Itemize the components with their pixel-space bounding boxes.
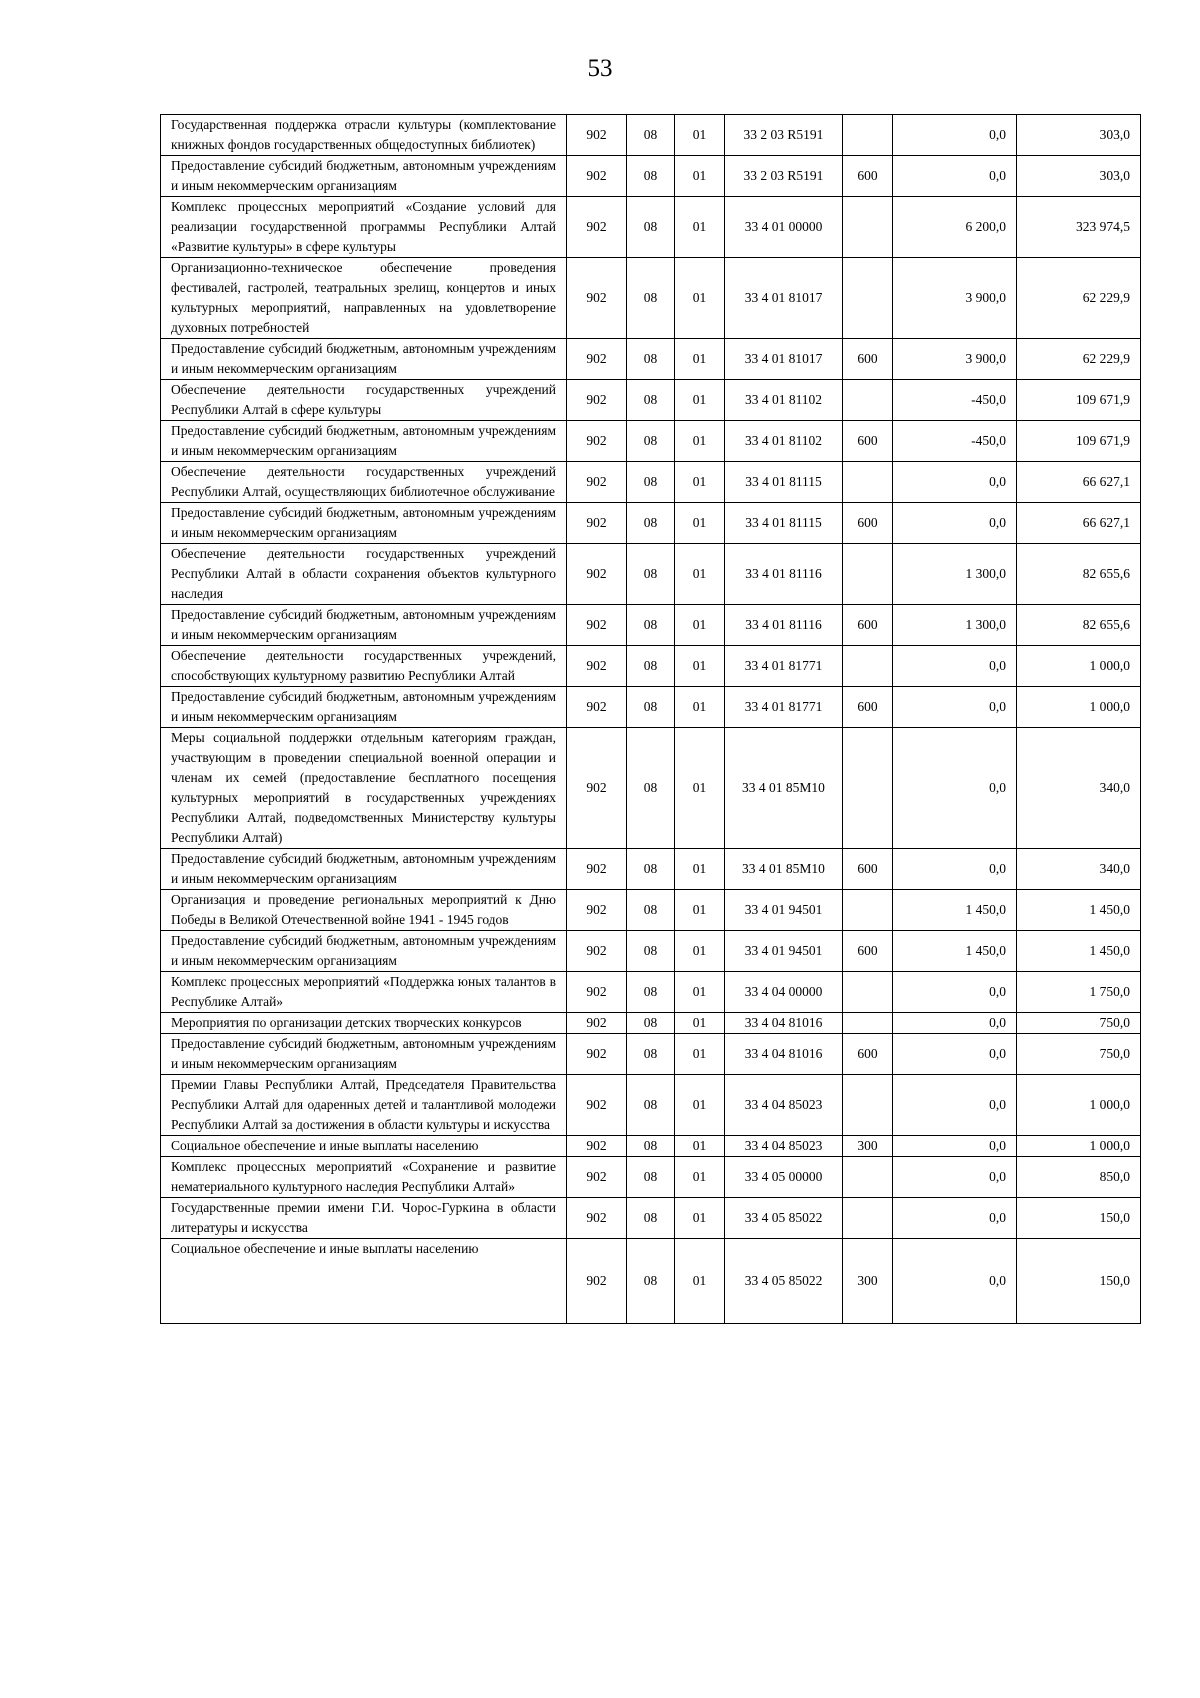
section-code: 08 bbox=[627, 1198, 675, 1239]
row-description: Предоставление субсидий бюджетным, автономным учреждениям и иным некоммерческим организациям bbox=[161, 421, 567, 462]
expense-type-code bbox=[843, 646, 893, 687]
subsection-code: 01 bbox=[675, 605, 725, 646]
row-description: Комплекс процессных мероприятий «Создание условий для реализации государственной программы Республики Алтай «Развитие культуры» в сфере культуры bbox=[161, 197, 567, 258]
ministry-code: 902 bbox=[567, 339, 627, 380]
section-code: 08 bbox=[627, 605, 675, 646]
total-amount: 82 655,6 bbox=[1017, 605, 1141, 646]
row-description: Организация и проведение региональных мероприятий к Дню Победы в Великой Отечественной войне 1941 - 1945 годов bbox=[161, 890, 567, 931]
target-article-code: 33 4 04 85023 bbox=[725, 1136, 843, 1157]
expense-type-code: 600 bbox=[843, 156, 893, 197]
ministry-code: 902 bbox=[567, 849, 627, 890]
expense-type-code bbox=[843, 462, 893, 503]
total-amount: 109 671,9 bbox=[1017, 421, 1141, 462]
row-description: Социальное обеспечение и иные выплаты населению bbox=[161, 1239, 567, 1324]
table-row bbox=[161, 1198, 1141, 1239]
change-amount: 3 900,0 bbox=[893, 339, 1017, 380]
target-article-code: 33 4 01 94501 bbox=[725, 890, 843, 931]
total-amount: 150,0 bbox=[1017, 1239, 1141, 1324]
change-amount: 0,0 bbox=[893, 156, 1017, 197]
target-article-code: 33 2 03 R5191 bbox=[725, 156, 843, 197]
change-amount: 0,0 bbox=[893, 728, 1017, 849]
table-row bbox=[161, 421, 1141, 462]
change-amount: 0,0 bbox=[893, 687, 1017, 728]
subsection-code: 01 bbox=[675, 972, 725, 1013]
section-code: 08 bbox=[627, 258, 675, 339]
total-amount: 303,0 bbox=[1017, 115, 1141, 156]
ministry-code: 902 bbox=[567, 258, 627, 339]
expense-type-code bbox=[843, 1075, 893, 1136]
table-row bbox=[161, 728, 1141, 849]
expense-type-code: 600 bbox=[843, 339, 893, 380]
row-description: Предоставление субсидий бюджетным, автономным учреждениям и иным некоммерческим организациям bbox=[161, 1034, 567, 1075]
ministry-code: 902 bbox=[567, 1075, 627, 1136]
change-amount: 0,0 bbox=[893, 503, 1017, 544]
ministry-code: 902 bbox=[567, 1198, 627, 1239]
target-article-code: 33 4 01 81102 bbox=[725, 380, 843, 421]
section-code: 08 bbox=[627, 339, 675, 380]
ministry-code: 902 bbox=[567, 728, 627, 849]
total-amount: 1 450,0 bbox=[1017, 890, 1141, 931]
expense-type-code: 600 bbox=[843, 931, 893, 972]
expense-type-code: 600 bbox=[843, 849, 893, 890]
change-amount: 0,0 bbox=[893, 1013, 1017, 1034]
total-amount: 340,0 bbox=[1017, 849, 1141, 890]
table-row bbox=[161, 380, 1141, 421]
row-description: Комплекс процессных мероприятий «Поддержка юных талантов в Республике Алтай» bbox=[161, 972, 567, 1013]
change-amount: 0,0 bbox=[893, 115, 1017, 156]
change-amount: -450,0 bbox=[893, 421, 1017, 462]
total-amount: 82 655,6 bbox=[1017, 544, 1141, 605]
expense-type-code bbox=[843, 380, 893, 421]
section-code: 08 bbox=[627, 890, 675, 931]
subsection-code: 01 bbox=[675, 503, 725, 544]
section-code: 08 bbox=[627, 1034, 675, 1075]
subsection-code: 01 bbox=[675, 1136, 725, 1157]
subsection-code: 01 bbox=[675, 462, 725, 503]
target-article-code: 33 4 04 00000 bbox=[725, 972, 843, 1013]
row-description: Обеспечение деятельности государственных учреждений, способствующих культурному развитию Республики Алтай bbox=[161, 646, 567, 687]
change-amount: 0,0 bbox=[893, 849, 1017, 890]
table-row bbox=[161, 462, 1141, 503]
target-article-code: 33 4 05 00000 bbox=[725, 1157, 843, 1198]
row-description: Обеспечение деятельности государственных учреждений Республики Алтай в сфере культуры bbox=[161, 380, 567, 421]
change-amount: 0,0 bbox=[893, 1198, 1017, 1239]
row-description: Премии Главы Республики Алтай, Председателя Правительства Республики Алтай для одаренных детей и талантливой молодежи Республики Алтай за достижения в области культуры и искусства bbox=[161, 1075, 567, 1136]
total-amount: 1 450,0 bbox=[1017, 931, 1141, 972]
expense-type-code: 600 bbox=[843, 1034, 893, 1075]
section-code: 08 bbox=[627, 646, 675, 687]
subsection-code: 01 bbox=[675, 156, 725, 197]
budget-table bbox=[160, 114, 1141, 1324]
row-description: Меры социальной поддержки отдельным категориям граждан, участвующим в проведении специальной военной операции и членам их семей (предоставление бесплатного посещения культурных мероприятий в государственных учреждениях Республики Алтай, подведомственных Министерству культуры Республики Алтай) bbox=[161, 728, 567, 849]
table-row bbox=[161, 687, 1141, 728]
subsection-code: 01 bbox=[675, 1198, 725, 1239]
table-row bbox=[161, 115, 1141, 156]
section-code: 08 bbox=[627, 462, 675, 503]
change-amount: 0,0 bbox=[893, 1075, 1017, 1136]
change-amount: 1 300,0 bbox=[893, 544, 1017, 605]
expense-type-code: 600 bbox=[843, 421, 893, 462]
subsection-code: 01 bbox=[675, 197, 725, 258]
subsection-code: 01 bbox=[675, 258, 725, 339]
change-amount: 1 300,0 bbox=[893, 605, 1017, 646]
row-description: Предоставление субсидий бюджетным, автономным учреждениям и иным некоммерческим организациям bbox=[161, 503, 567, 544]
change-amount: 0,0 bbox=[893, 1239, 1017, 1324]
row-description: Предоставление субсидий бюджетным, автономным учреждениям и иным некоммерческим организациям bbox=[161, 156, 567, 197]
target-article-code: 33 4 01 81771 bbox=[725, 646, 843, 687]
expense-type-code bbox=[843, 197, 893, 258]
ministry-code: 902 bbox=[567, 462, 627, 503]
target-article-code: 33 4 01 81017 bbox=[725, 258, 843, 339]
section-code: 08 bbox=[627, 1157, 675, 1198]
target-article-code: 33 4 01 81116 bbox=[725, 544, 843, 605]
expense-type-code bbox=[843, 1013, 893, 1034]
expense-type-code: 600 bbox=[843, 687, 893, 728]
subsection-code: 01 bbox=[675, 1034, 725, 1075]
section-code: 08 bbox=[627, 380, 675, 421]
ministry-code: 902 bbox=[567, 380, 627, 421]
section-code: 08 bbox=[627, 728, 675, 849]
section-code: 08 bbox=[627, 1239, 675, 1324]
target-article-code: 33 4 01 85М10 bbox=[725, 728, 843, 849]
subsection-code: 01 bbox=[675, 339, 725, 380]
section-code: 08 bbox=[627, 1136, 675, 1157]
row-description: Обеспечение деятельности государственных учреждений Республики Алтай, осуществляющих библиотечное обслуживание bbox=[161, 462, 567, 503]
expense-type-code bbox=[843, 115, 893, 156]
target-article-code: 33 4 01 81771 bbox=[725, 687, 843, 728]
table-row bbox=[161, 890, 1141, 931]
section-code: 08 bbox=[627, 1013, 675, 1034]
target-article-code: 33 4 04 81016 bbox=[725, 1013, 843, 1034]
total-amount: 66 627,1 bbox=[1017, 503, 1141, 544]
table-row bbox=[161, 1157, 1141, 1198]
page-number: 53 bbox=[587, 55, 613, 82]
change-amount: -450,0 bbox=[893, 380, 1017, 421]
change-amount: 0,0 bbox=[893, 1157, 1017, 1198]
row-description: Предоставление субсидий бюджетным, автономным учреждениям и иным некоммерческим организациям bbox=[161, 687, 567, 728]
expense-type-code: 600 bbox=[843, 503, 893, 544]
table-row bbox=[161, 156, 1141, 197]
row-description: Социальное обеспечение и иные выплаты населению bbox=[161, 1136, 567, 1157]
subsection-code: 01 bbox=[675, 1157, 725, 1198]
subsection-code: 01 bbox=[675, 931, 725, 972]
subsection-code: 01 bbox=[675, 890, 725, 931]
table-row bbox=[161, 1239, 1141, 1324]
table-row bbox=[161, 503, 1141, 544]
row-description: Предоставление субсидий бюджетным, автономным учреждениям и иным некоммерческим организациям bbox=[161, 849, 567, 890]
total-amount: 303,0 bbox=[1017, 156, 1141, 197]
subsection-code: 01 bbox=[675, 380, 725, 421]
ministry-code: 902 bbox=[567, 1136, 627, 1157]
subsection-code: 01 bbox=[675, 115, 725, 156]
change-amount: 0,0 bbox=[893, 646, 1017, 687]
ministry-code: 902 bbox=[567, 646, 627, 687]
row-description: Предоставление субсидий бюджетным, автономным учреждениям и иным некоммерческим организациям bbox=[161, 931, 567, 972]
total-amount: 1 000,0 bbox=[1017, 1136, 1141, 1157]
target-article-code: 33 4 04 81016 bbox=[725, 1034, 843, 1075]
change-amount: 0,0 bbox=[893, 972, 1017, 1013]
ministry-code: 902 bbox=[567, 197, 627, 258]
total-amount: 340,0 bbox=[1017, 728, 1141, 849]
table-row bbox=[161, 931, 1141, 972]
table-row bbox=[161, 1013, 1141, 1034]
section-code: 08 bbox=[627, 687, 675, 728]
total-amount: 62 229,9 bbox=[1017, 339, 1141, 380]
target-article-code: 33 4 05 85022 bbox=[725, 1198, 843, 1239]
section-code: 08 bbox=[627, 197, 675, 258]
table-row bbox=[161, 339, 1141, 380]
table-row bbox=[161, 544, 1141, 605]
ministry-code: 902 bbox=[567, 115, 627, 156]
target-article-code: 33 2 03 R5191 bbox=[725, 115, 843, 156]
target-article-code: 33 4 05 85022 bbox=[725, 1239, 843, 1324]
subsection-code: 01 bbox=[675, 421, 725, 462]
section-code: 08 bbox=[627, 115, 675, 156]
total-amount: 1 750,0 bbox=[1017, 972, 1141, 1013]
change-amount: 0,0 bbox=[893, 1034, 1017, 1075]
section-code: 08 bbox=[627, 1075, 675, 1136]
expense-type-code bbox=[843, 972, 893, 1013]
section-code: 08 bbox=[627, 503, 675, 544]
table-row bbox=[161, 1136, 1141, 1157]
expense-type-code bbox=[843, 728, 893, 849]
target-article-code: 33 4 04 85023 bbox=[725, 1075, 843, 1136]
section-code: 08 bbox=[627, 544, 675, 605]
section-code: 08 bbox=[627, 931, 675, 972]
table-row bbox=[161, 258, 1141, 339]
subsection-code: 01 bbox=[675, 646, 725, 687]
total-amount: 109 671,9 bbox=[1017, 380, 1141, 421]
section-code: 08 bbox=[627, 849, 675, 890]
table-row bbox=[161, 1075, 1141, 1136]
ministry-code: 902 bbox=[567, 421, 627, 462]
ministry-code: 902 bbox=[567, 156, 627, 197]
ministry-code: 902 bbox=[567, 1034, 627, 1075]
expense-type-code bbox=[843, 890, 893, 931]
row-description: Комплекс процессных мероприятий «Сохранение и развитие нематериального культурного наследия Республики Алтай» bbox=[161, 1157, 567, 1198]
total-amount: 1 000,0 bbox=[1017, 646, 1141, 687]
total-amount: 750,0 bbox=[1017, 1034, 1141, 1075]
ministry-code: 902 bbox=[567, 890, 627, 931]
expense-type-code bbox=[843, 1198, 893, 1239]
total-amount: 850,0 bbox=[1017, 1157, 1141, 1198]
target-article-code: 33 4 01 81102 bbox=[725, 421, 843, 462]
change-amount: 1 450,0 bbox=[893, 931, 1017, 972]
table-row bbox=[161, 646, 1141, 687]
ministry-code: 902 bbox=[567, 544, 627, 605]
total-amount: 150,0 bbox=[1017, 1198, 1141, 1239]
table-row bbox=[161, 197, 1141, 258]
row-description: Мероприятия по организации детских творческих конкурсов bbox=[161, 1013, 567, 1034]
change-amount: 0,0 bbox=[893, 1136, 1017, 1157]
ministry-code: 902 bbox=[567, 972, 627, 1013]
subsection-code: 01 bbox=[675, 1013, 725, 1034]
subsection-code: 01 bbox=[675, 1239, 725, 1324]
ministry-code: 902 bbox=[567, 605, 627, 646]
total-amount: 1 000,0 bbox=[1017, 687, 1141, 728]
change-amount: 0,0 bbox=[893, 462, 1017, 503]
row-description: Предоставление субсидий бюджетным, автономным учреждениям и иным некоммерческим организациям bbox=[161, 339, 567, 380]
ministry-code: 902 bbox=[567, 1239, 627, 1324]
change-amount: 1 450,0 bbox=[893, 890, 1017, 931]
change-amount: 6 200,0 bbox=[893, 197, 1017, 258]
subsection-code: 01 bbox=[675, 1075, 725, 1136]
target-article-code: 33 4 01 81115 bbox=[725, 462, 843, 503]
ministry-code: 902 bbox=[567, 503, 627, 544]
target-article-code: 33 4 01 81116 bbox=[725, 605, 843, 646]
expense-type-code bbox=[843, 544, 893, 605]
total-amount: 62 229,9 bbox=[1017, 258, 1141, 339]
row-description: Обеспечение деятельности государственных учреждений Республики Алтай в области сохранения объектов культурного наследия bbox=[161, 544, 567, 605]
total-amount: 66 627,1 bbox=[1017, 462, 1141, 503]
total-amount: 323 974,5 bbox=[1017, 197, 1141, 258]
target-article-code: 33 4 01 81115 bbox=[725, 503, 843, 544]
subsection-code: 01 bbox=[675, 728, 725, 849]
ministry-code: 902 bbox=[567, 1013, 627, 1034]
subsection-code: 01 bbox=[675, 544, 725, 605]
section-code: 08 bbox=[627, 156, 675, 197]
row-description: Организационно-техническое обеспечение проведения фестивалей, гастролей, театральных зрелищ, концертов и иных культурных мероприятий, направленных на удовлетворение духовных потребностей bbox=[161, 258, 567, 339]
ministry-code: 902 bbox=[567, 1157, 627, 1198]
table-row bbox=[161, 605, 1141, 646]
ministry-code: 902 bbox=[567, 687, 627, 728]
section-code: 08 bbox=[627, 972, 675, 1013]
row-description: Государственные премии имени Г.И. Чорос-Гуркина в области литературы и искусства bbox=[161, 1198, 567, 1239]
expense-type-code bbox=[843, 258, 893, 339]
table-row bbox=[161, 972, 1141, 1013]
total-amount: 1 000,0 bbox=[1017, 1075, 1141, 1136]
table-row bbox=[161, 849, 1141, 890]
target-article-code: 33 4 01 85М10 bbox=[725, 849, 843, 890]
row-description: Предоставление субсидий бюджетным, автономным учреждениям и иным некоммерческим организациям bbox=[161, 605, 567, 646]
section-code: 08 bbox=[627, 421, 675, 462]
ministry-code: 902 bbox=[567, 931, 627, 972]
change-amount: 3 900,0 bbox=[893, 258, 1017, 339]
subsection-code: 01 bbox=[675, 687, 725, 728]
expense-type-code: 600 bbox=[843, 605, 893, 646]
expense-type-code bbox=[843, 1157, 893, 1198]
table-row bbox=[161, 1034, 1141, 1075]
expense-type-code: 300 bbox=[843, 1239, 893, 1324]
target-article-code: 33 4 01 00000 bbox=[725, 197, 843, 258]
target-article-code: 33 4 01 81017 bbox=[725, 339, 843, 380]
row-description: Государственная поддержка отрасли культуры (комплектование книжных фондов государственных общедоступных библиотек) bbox=[161, 115, 567, 156]
target-article-code: 33 4 01 94501 bbox=[725, 931, 843, 972]
total-amount: 750,0 bbox=[1017, 1013, 1141, 1034]
subsection-code: 01 bbox=[675, 849, 725, 890]
expense-type-code: 300 bbox=[843, 1136, 893, 1157]
